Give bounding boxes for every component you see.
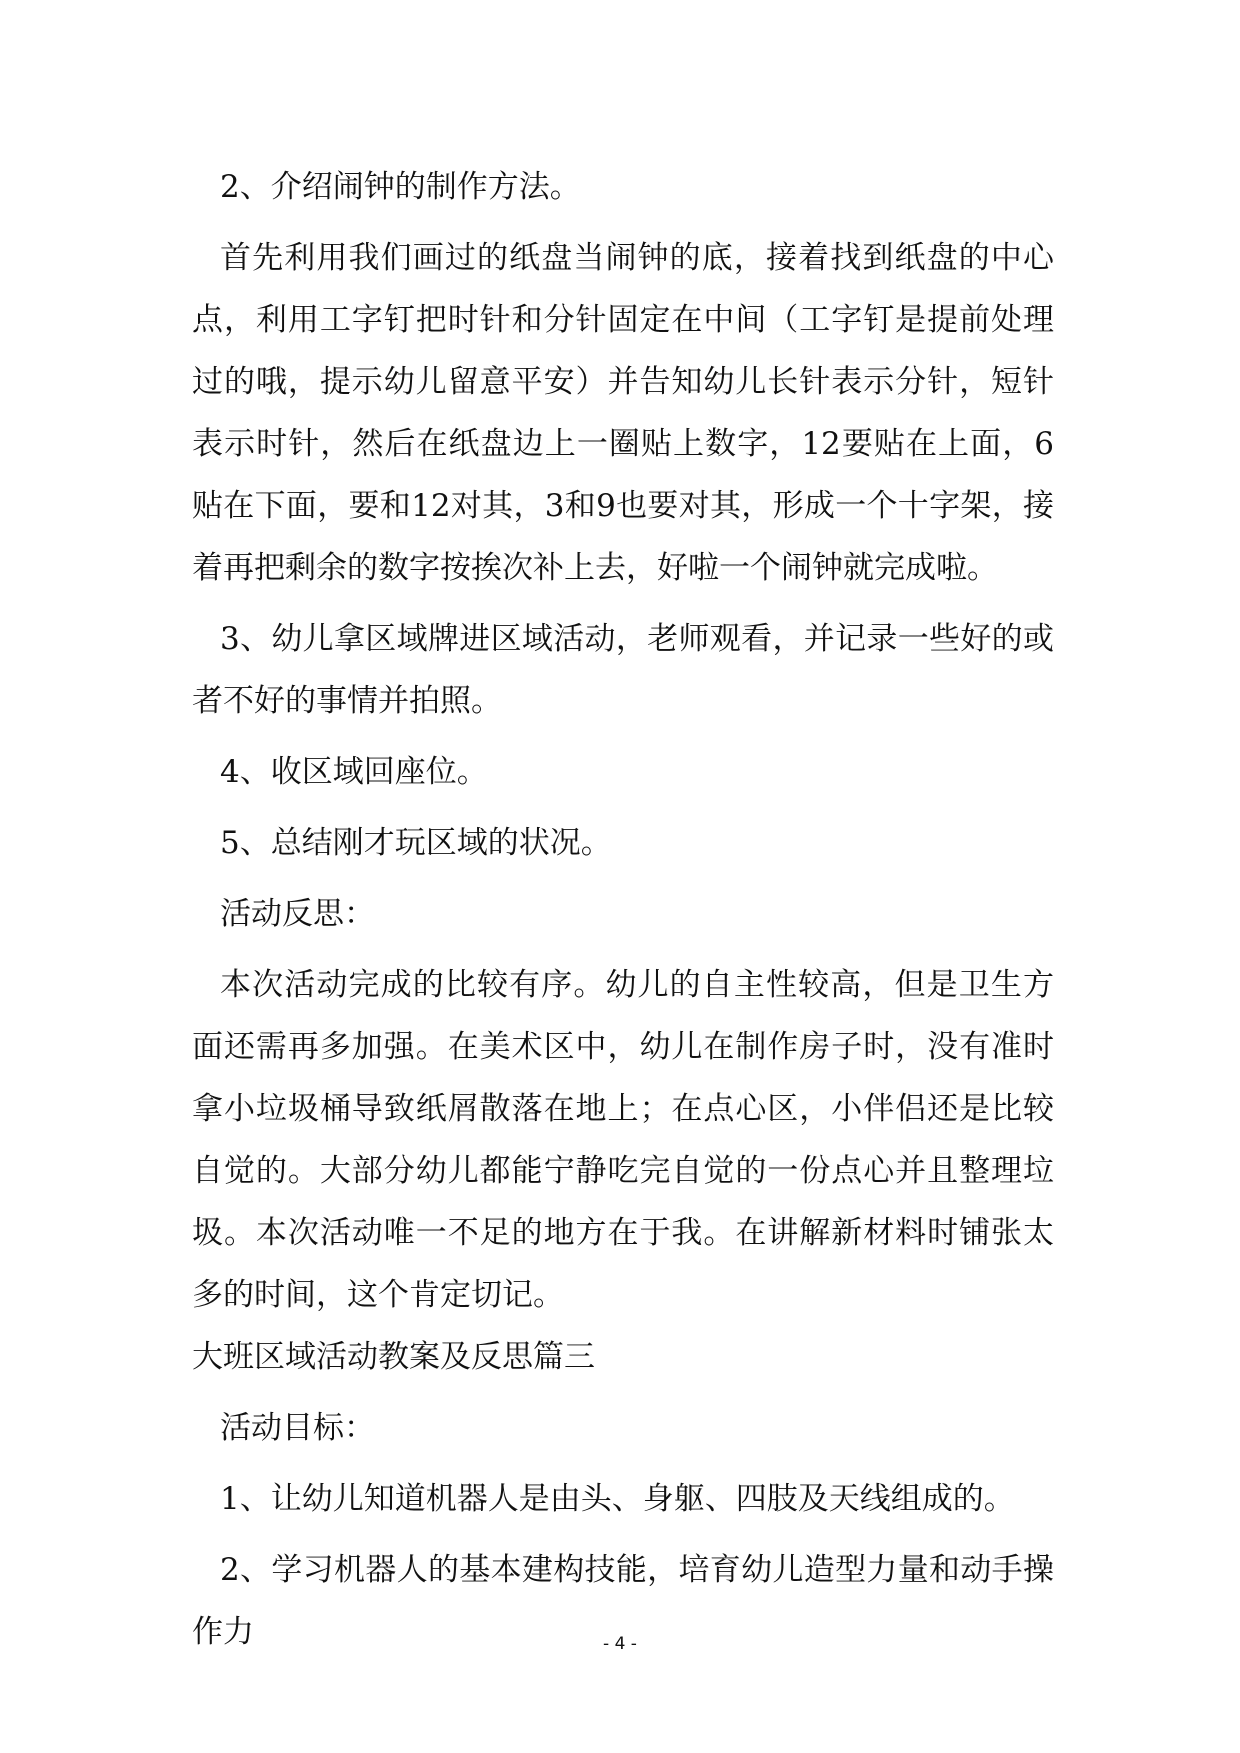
page-number: - 4 -: [603, 1634, 637, 1654]
section-heading: 大班区域活动教案及反思篇三: [192, 1339, 595, 1375]
section-label-reflection: 活动反思：: [220, 896, 375, 932]
section-label-goals: 活动目标：: [220, 1410, 375, 1446]
paragraph-step-5: 5、总结刚才玩区域的状况。: [220, 825, 612, 861]
paragraph-goal-1: 1、让幼儿知道机器人是由头、身躯、四肢及天线组成的。: [220, 1481, 1015, 1517]
paragraph-step-2: 2、介绍闹钟的制作方法。: [220, 169, 581, 205]
paragraph-goal-2: 2、学习机器人的基本建构技能，培育幼儿造型力量和动手操作力: [192, 1552, 1054, 1650]
paragraph-step-2-detail: 首先利用我们画过的纸盘当闹钟的底，接着找到纸盘的中心点，利用工字钉把时针和分针固定在中间（工字钉是提前处理过的哦，提示幼儿留意平安）并告知幼儿长针表示分针，短针表示时针，然后在纸盘边上一圈贴上数字，12要贴在上面，6贴在下面，要和12对其，3和9也要对其，形成一个十字架，接着再把剩余的数字按挨次补上去，好啦一个闹钟就完成啦。: [192, 240, 1054, 586]
paragraph-step-4: 4、收区域回座位。: [220, 754, 488, 790]
paragraph-step-3: 3、幼儿拿区域牌进区域活动，老师观看，并记录一些好的或者不好的事情并拍照。: [192, 621, 1054, 719]
document-body: [192, 156, 1054, 1663]
paragraph-reflection: 本次活动完成的比较有序。幼儿的自主性较高，但是卫生方面还需再多加强。在美术区中，幼儿在制作房子时，没有准时拿小垃圾桶导致纸屑散落在地上；在点心区，小伴侣还是比较自觉的。大部分幼儿都能宁静吃完自觉的一份点心并且整理垃圾。本次活动唯一不足的地方在于我。在讲解新材料时铺张太多的时间，这个肯定切记。: [192, 967, 1054, 1313]
